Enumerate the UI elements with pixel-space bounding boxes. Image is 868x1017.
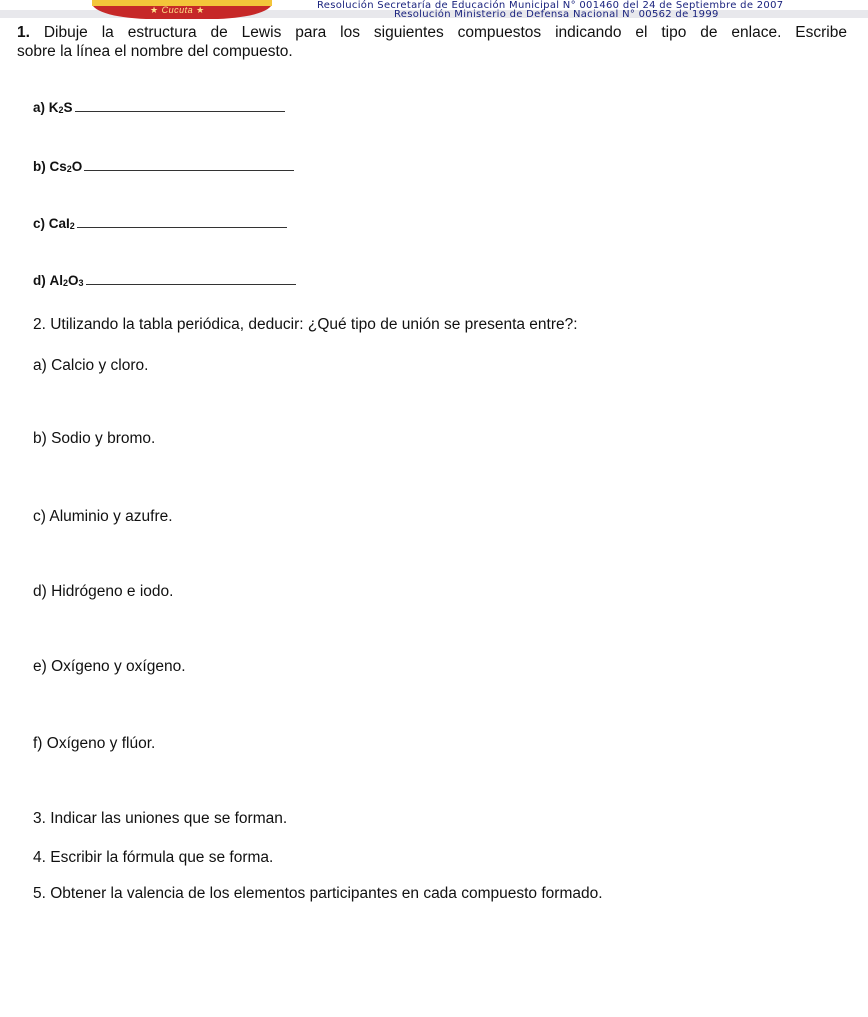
q2-item-c: c) Aluminio y azufre. (33, 508, 173, 525)
q2-item-a: a) Calcio y cloro. (33, 357, 149, 374)
compound-label: a) (33, 100, 46, 115)
question-3: 3. Indicar las uniones que se forman. (33, 810, 288, 827)
question-4: 4. Escribir la fórmula que se forma. (33, 849, 274, 866)
question-1-number: 1. (17, 24, 30, 41)
compound-a (33, 100, 285, 115)
q2-item-d: d) Hidrógeno e iodo. (33, 583, 174, 600)
compound-formula: $Al_2O_3$ (49, 273, 84, 288)
answer-line[interactable] (77, 226, 287, 228)
compound-d (33, 273, 296, 288)
question-1-line-1 (17, 23, 847, 42)
compound-c (33, 216, 287, 231)
answer-line[interactable] (86, 283, 296, 285)
compound-label: c) (33, 216, 46, 231)
compound-label: d) (33, 273, 46, 288)
document-header (0, 0, 868, 20)
compound-formula: $Cs_2O$ (49, 159, 83, 174)
question-1 (17, 23, 847, 61)
question-2-title: 2. Utilizando la tabla periódica, deducir: ¿Qué tipo de unión se presenta entre?: (33, 316, 578, 333)
question-5: 5. Obtener la valencia de los elementos participantes en cada compuesto formado. (33, 885, 603, 902)
question-1-line-2: sobre la línea el nombre del compuesto. (17, 43, 293, 60)
compound-b (33, 159, 294, 174)
answer-line[interactable] (75, 110, 285, 112)
q2-item-b: b) Sodio y bromo. (33, 430, 156, 447)
q2-item-f: f) Oxígeno y flúor. (33, 735, 156, 752)
q2-item-e: e) Oxígeno y oxígeno. (33, 658, 186, 675)
compound-formula: $K_2S$ (48, 100, 73, 115)
question-1-text: Dibuje la estructura de Lewis para los siguientes compuestos indicando el tipo de enlace. Escribe (43, 24, 847, 41)
compound-label: b) (33, 159, 46, 174)
resolution-line-2: Resolución Ministerio de Defensa Nacional N° 00562 de 1999 (394, 9, 719, 20)
logo-text: ★ Cucuta ★ (150, 5, 205, 15)
answer-line[interactable] (84, 169, 294, 171)
resolution-line-1: Resolución Secretaría de Educación Municipal N° 001460 del 24 de Septiembre de 2007 (317, 0, 784, 11)
compound-formula: CaI$_2$ (48, 216, 75, 231)
